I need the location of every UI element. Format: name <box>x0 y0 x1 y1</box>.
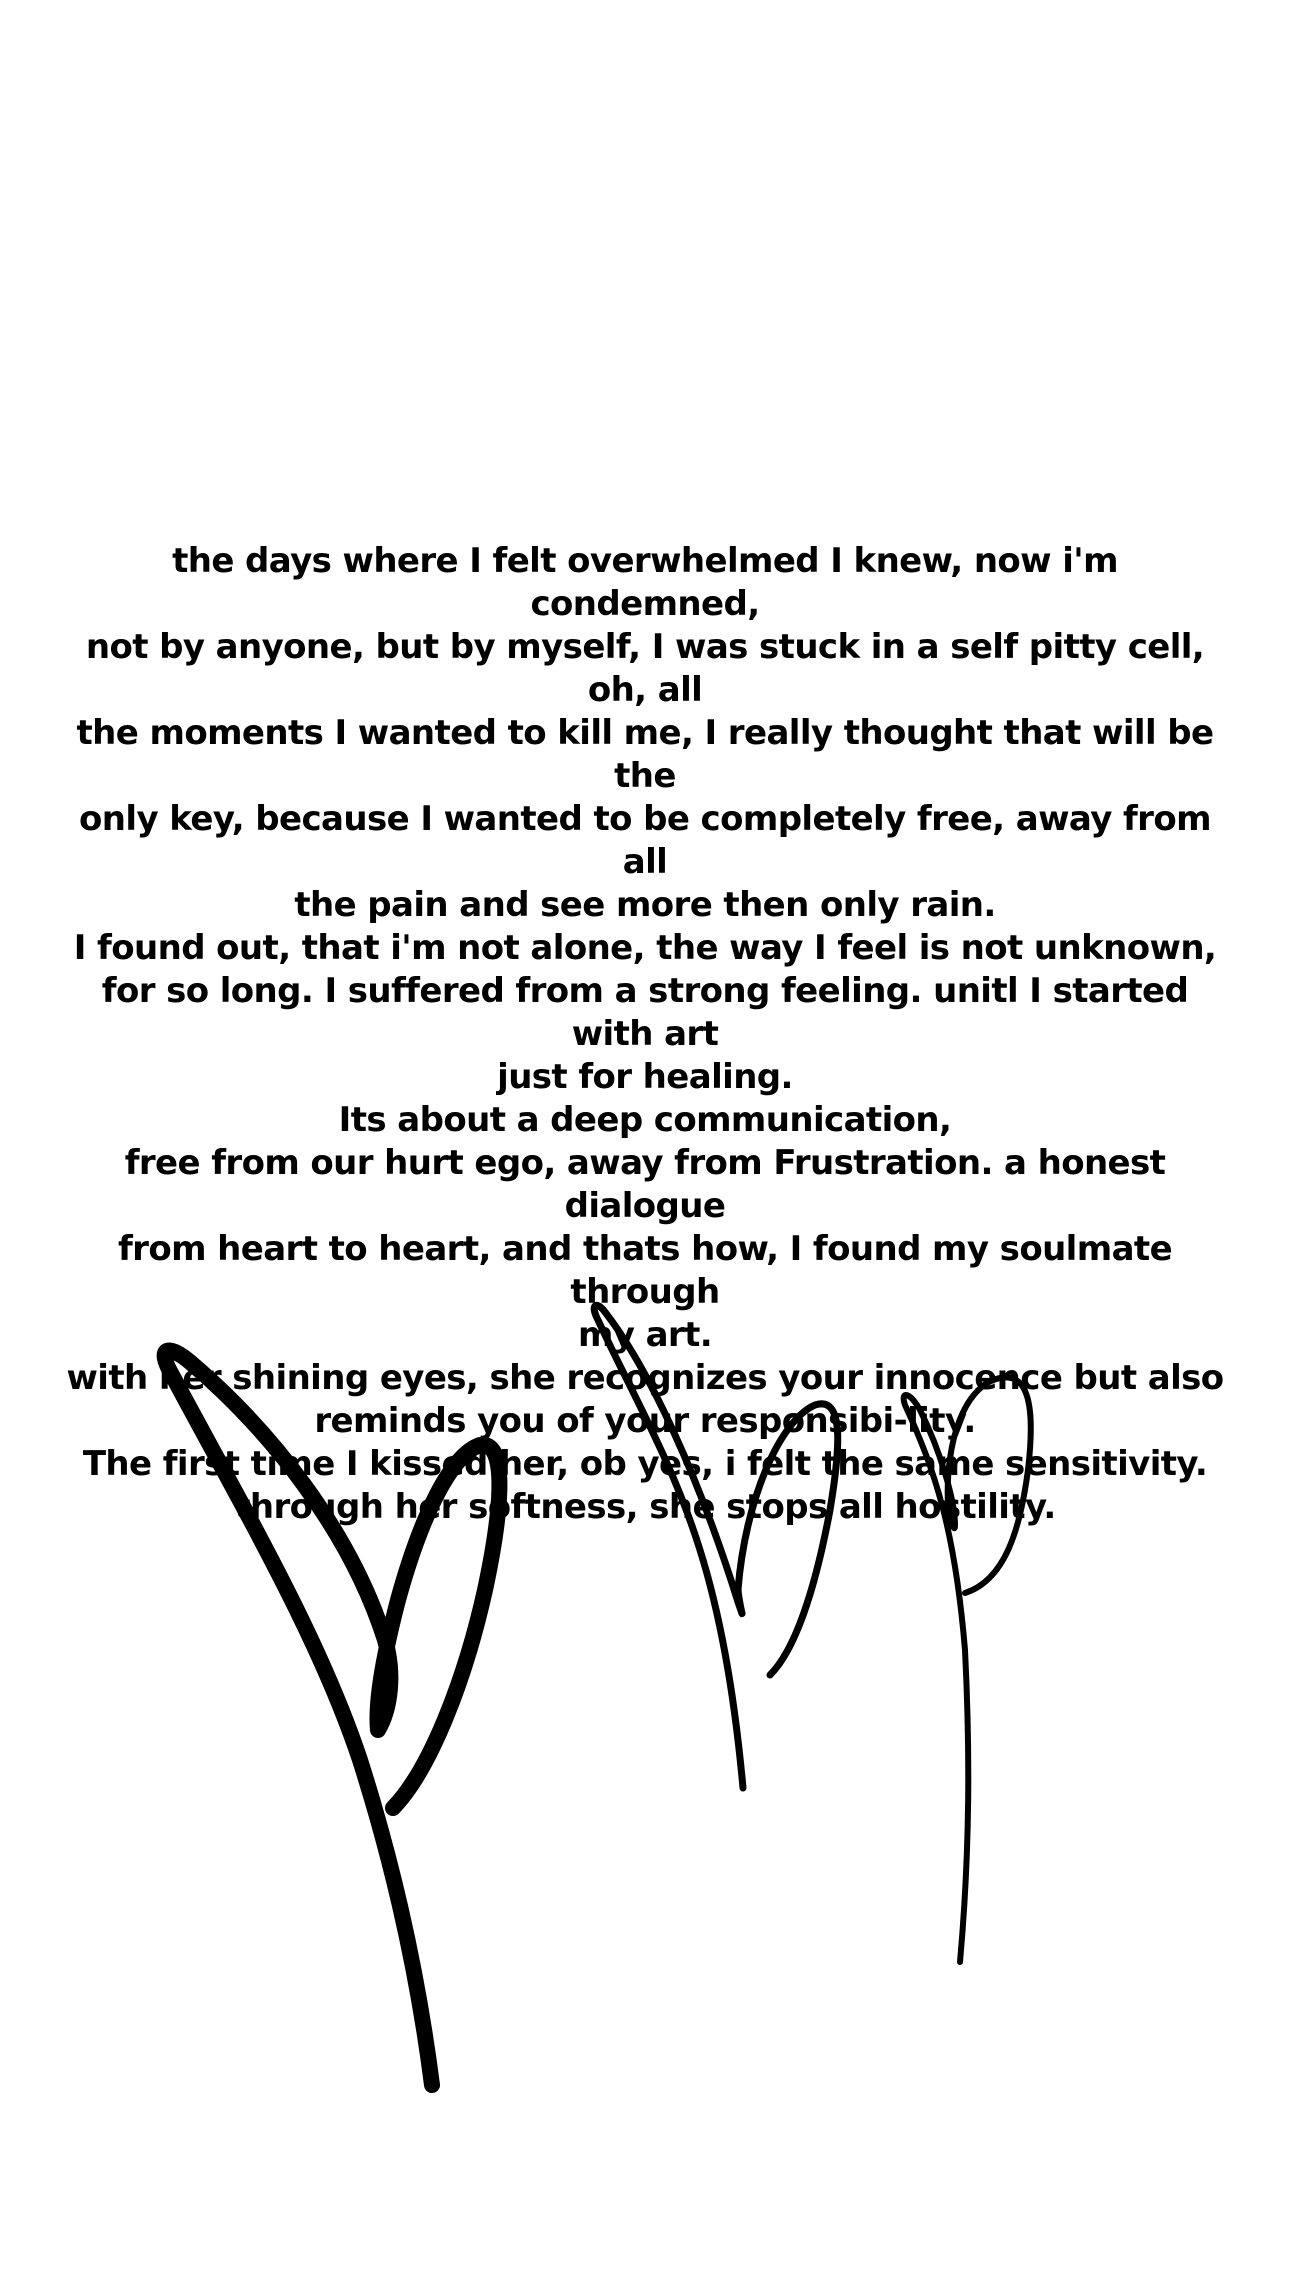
poem-line: with her shining eyes, she recognizes your innocence but also <box>66 1358 1224 1398</box>
small-heart-stem-stroke <box>904 1377 1031 1962</box>
poem-line: the moments I wanted to kill me, I really thought that will be the <box>76 713 1214 796</box>
poem-line: just for healing. <box>497 1057 793 1097</box>
large-heart-stem-stroke <box>165 1351 500 2085</box>
poem-line: free from our hurt ego, away from Frustration. a honest dialogue <box>124 1143 1166 1226</box>
poem-line: The first time I kissed her, ob yes, i felt the same sensitivity. <box>82 1444 1208 1484</box>
medium-heart-stem-stroke <box>594 1305 837 1788</box>
poem-line: the days where I felt overwhelmed I knew, now i'm condemned, <box>172 541 1118 624</box>
poem-line: for so long. I suffered from a strong feeling. unitl I started with art <box>101 971 1189 1054</box>
poem-line: my art. <box>577 1315 713 1355</box>
poem-line: the pain and see more then only rain. <box>294 885 996 925</box>
poem-line: not by anyone, but by myself, I was stuck in a self pitty cell, oh, all <box>85 627 1205 710</box>
poem-line: Its about a deep communication, <box>338 1100 952 1140</box>
poem-line: through her softness, she stops all hostility. <box>234 1487 1056 1527</box>
poem-line: I found out, that i'm not alone, the way I feel is not unknown, <box>73 928 1217 968</box>
poem-line: reminds you of your responsibi-lity. <box>314 1401 976 1441</box>
poem-line: from heart to heart, and thats how, I found my soulmate through <box>117 1229 1173 1312</box>
poem-line: only key, because I wanted to be completely free, away from all <box>79 799 1211 882</box>
